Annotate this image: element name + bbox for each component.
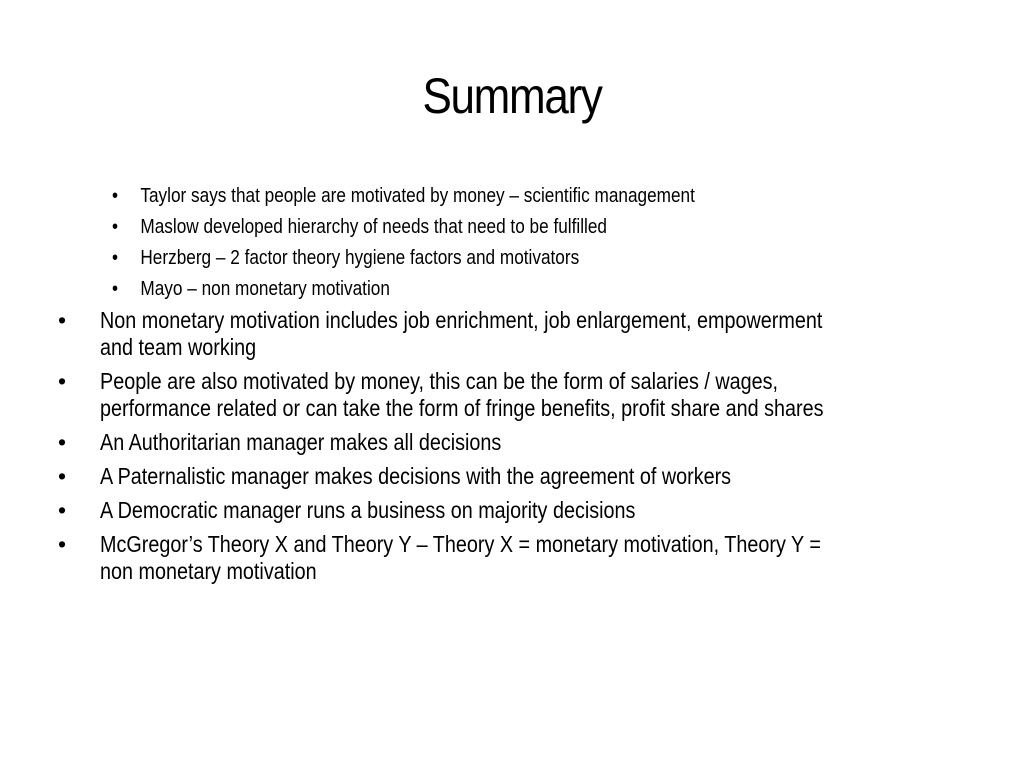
list-item <box>58 307 968 361</box>
list-item <box>58 497 968 524</box>
list-item <box>112 243 852 274</box>
list-item-line: Non monetary motivation includes job enrichment, job enlargement, empowerment <box>100 307 823 333</box>
list-item <box>58 463 968 490</box>
list-item-text: Herzberg – 2 factor theory hygiene factors and motivators <box>140 247 580 269</box>
bullet-icon: • <box>112 185 119 207</box>
list-item-line: An Authoritarian manager makes all decisions <box>100 429 502 455</box>
bullet-icon: • <box>112 247 119 269</box>
sub-bullet-list <box>112 181 972 305</box>
bullet-icon: • <box>58 531 67 557</box>
bullet-icon: • <box>58 368 67 394</box>
list-item-line: non monetary motivation <box>100 558 317 584</box>
main-bullet-list <box>58 307 968 592</box>
bullet-icon: • <box>58 307 67 333</box>
list-item <box>112 212 852 243</box>
list-item-line: A Democratic manager runs a business on majority decisions <box>100 497 636 523</box>
list-item <box>112 274 852 305</box>
bullet-icon: • <box>58 429 67 455</box>
list-item <box>58 531 968 585</box>
list-item-text: Taylor says that people are motivated by money – scientific management <box>140 185 695 207</box>
bullet-icon: • <box>112 216 119 238</box>
list-item-line: McGregor’s Theory X and Theory Y – Theory X = monetary motivation, Theory Y = <box>100 531 821 557</box>
list-item-line: A Paternalistic manager makes decisions with the agreement of workers <box>100 463 732 489</box>
list-item-line: and team working <box>100 334 257 360</box>
bullet-icon: • <box>58 463 67 489</box>
list-item <box>58 429 968 456</box>
list-item-line: performance related or can take the form of fringe benefits, profit share and shares <box>100 395 824 421</box>
list-item-text: Mayo – non monetary motivation <box>140 278 390 300</box>
slide-title: Summary <box>422 68 602 124</box>
list-item <box>112 181 852 212</box>
bullet-icon: • <box>112 278 119 300</box>
list-item-line: People are also motivated by money, this can be the form of salaries / wages, <box>100 368 779 394</box>
list-item <box>58 368 968 422</box>
bullet-icon: • <box>58 497 67 523</box>
list-item-text: Maslow developed hierarchy of needs that need to be fulfilled <box>140 216 607 238</box>
